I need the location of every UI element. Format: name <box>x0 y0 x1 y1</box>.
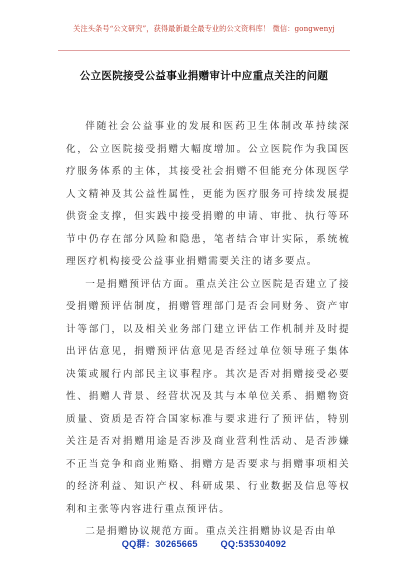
footer-qq: QQ:535304092 <box>220 539 287 549</box>
paragraph-agreement: 二是捐赠协议规范方面。重点关注捐赠协议是否由单 <box>85 526 337 537</box>
document-body <box>66 116 350 544</box>
header-banner: 关注头条号“公文研究”，获得最新最全最专业的公文资料库！ 微信：gongwenyj <box>73 24 335 33</box>
footer-qq-group: QQ群：30265665 <box>121 539 198 549</box>
paragraph-intro: 伴随社会公益事业的发展和医药卫生体制改革持续深化，公立医院接受捐赠大幅度增加。公立医院作为我国医疗服务体系的主体，其接受社会捐赠不但能充分体现医学人文精神及其公益性属性，更能为医疗服务可持续发展提供资金支撑，但实践中接受捐赠的申请、审批、执行等环节中仍存在部分风险和隐患，笔者结合审计实际，系统梳理医疗机构接受公益事业捐赠需要关注的诸多要点。 <box>66 121 350 267</box>
paragraph-pre-assessment: 一是捐赠预评估方面。重点关注公立医院是否建立了接受捐赠预评估制度，捐赠管理部门是否会同财务、资产审计等部门，以及相关业务部门建立评估工作机制并及时提出评估意见，捐赠预评估意见是否经过单位领导班子集体决策或履行内部民主议事程序。其次是否对捐赠接受必要性、捐赠人背景、经营状况及其与本单位关系、捐赠物资质量、资质是否符合国家标准与要求进行了预评估，特别关注是否对捐赠用途是否涉及商业营利性活动、是否涉嫌不正当竞争和商业贿赂、捐赠方是否要求与捐赠事项相关的经济利益、知识产权、科研成果、行业数据及信息等权利和主张等内容进行重点预评估。 <box>66 278 350 515</box>
header-divider <box>58 50 350 51</box>
document-title: 公立医院接受公益事业捐赠审计中应重点关注的问题 <box>79 70 329 82</box>
footer-contact <box>0 536 408 550</box>
